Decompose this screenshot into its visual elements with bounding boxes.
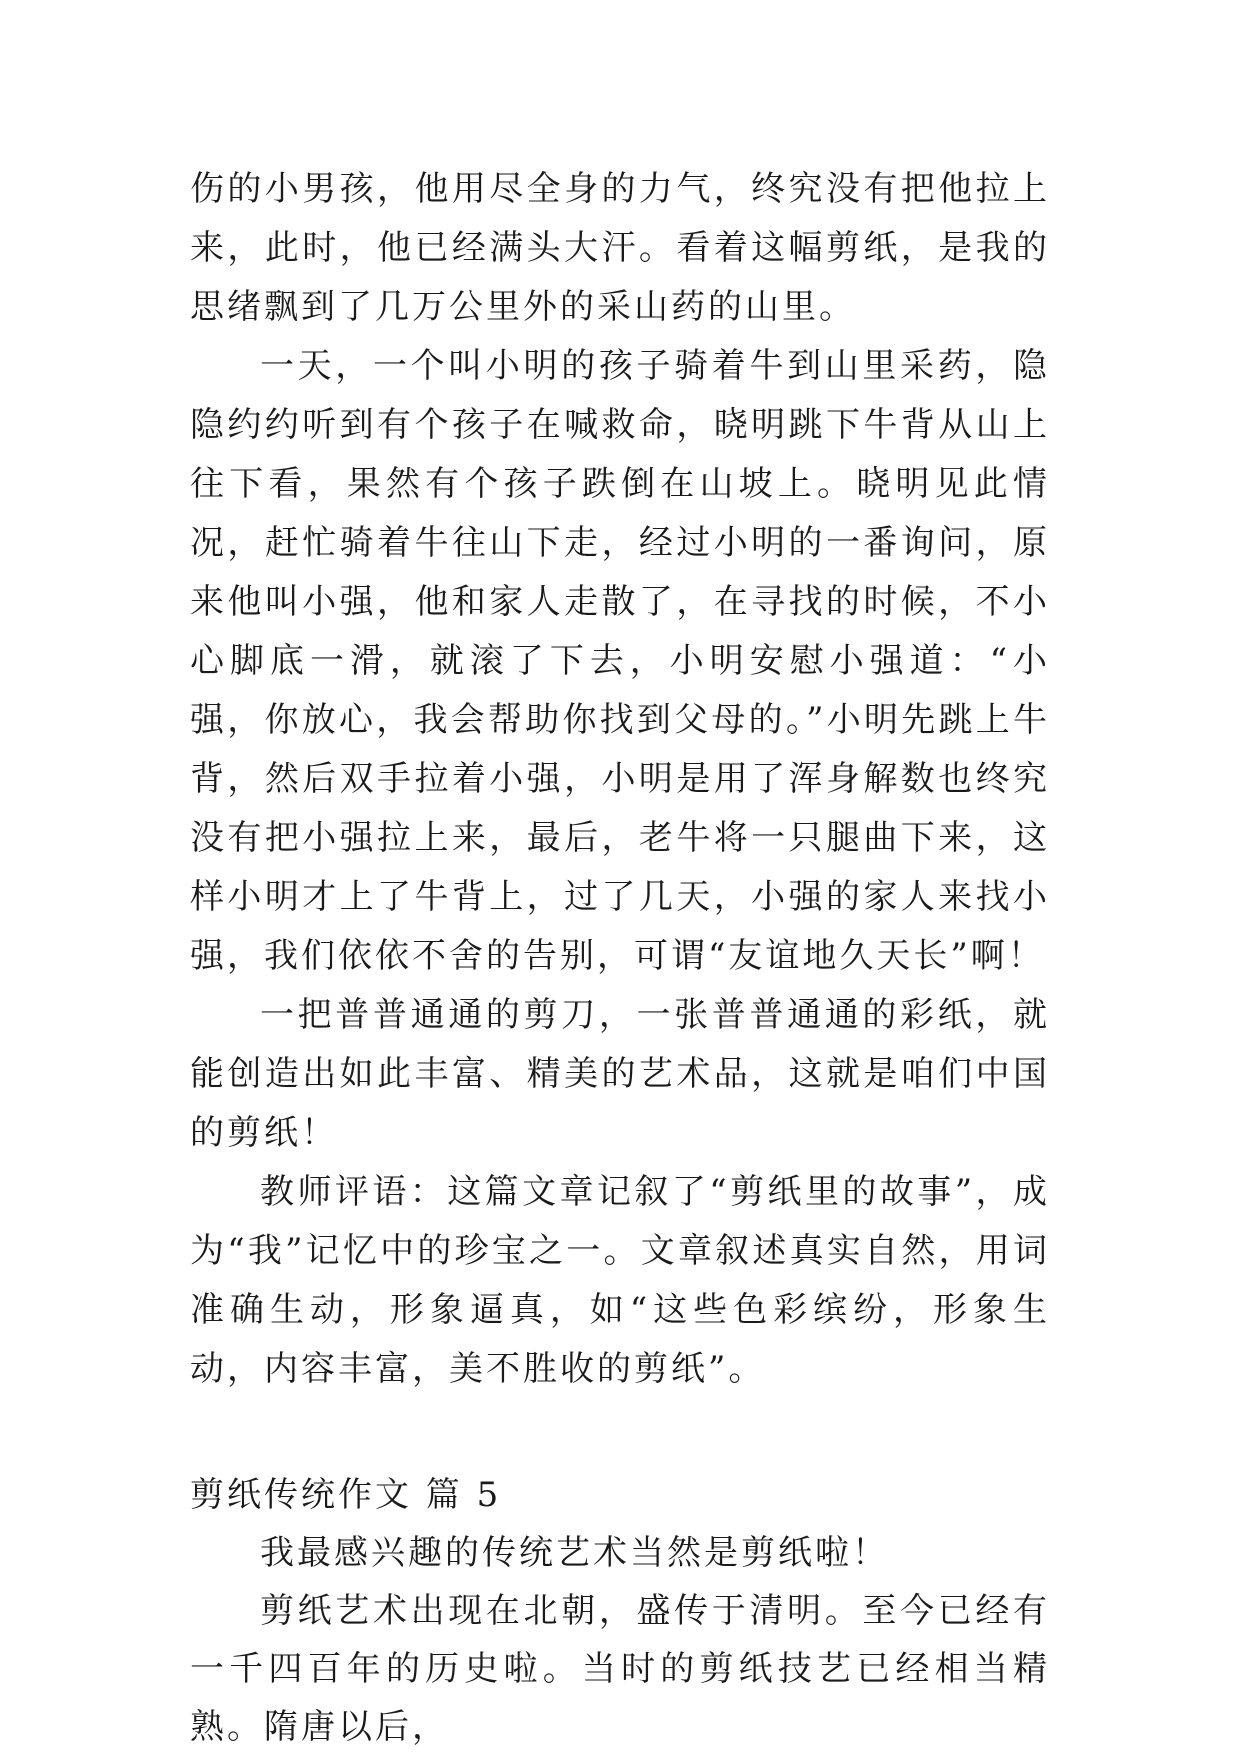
paragraph-story: 一天，一个叫小明的孩子骑着牛到山里采药，隐隐约约听到有个孩子在喊救命，晓明跳下牛背从山上往下看，果然有个孩子跌倒在山坡上。晓明见此情况，赶忙骑着牛往山下走，经过小明的一番询问，原来他叫小强，他和家人走散了，在寻找的时候，不小心脚底一滑，就滚了下去，小明安慰小强道：“小强，你放心，我会帮助你找到父母的。”小明先跳上牛背，然后双手拉着小强，小明是用了浑身解数也终究没有把小强拉上来，最后，老牛将一只腿曲下来，这样小明才上了牛背上，过了几天，小强的家人来找小强，我们依依不舍的告别，可谓“友谊地久天长”啊！	[190, 346, 1050, 976]
section-spacer	[190, 1399, 1050, 1466]
paragraph-history: 剪纸艺术出现在北朝，盛传于清明。至今已经有一千四百年的历史啦。当时的剪纸技艺已经相当精熟。隋唐以后，	[190, 1591, 1050, 1747]
paragraph-intro: 我最感兴趣的传统艺术当然是剪纸啦！	[260, 1533, 889, 1573]
paragraph-teacher-comment: 教师评语：这篇文章记叙了“剪纸里的故事”，成为“我”记忆中的珍宝之一。文章叙述真实自然，用词准确生动，形象逼真，如“这些色彩缤纷，形象生动，内容丰富，美不胜收的剪纸”。	[190, 1172, 1050, 1389]
paragraph-conclusion: 一把普普通通的剪刀，一张普普通通的彩纸，就能创造出如此丰富、精美的艺术品，这就是咱们中国的剪纸！	[190, 995, 1050, 1153]
paragraph-continued: 伤的小男孩，他用尽全身的力气，终究没有把他拉上来，此时，他已经满头大汗。看着这幅剪纸，是我的思绪飘到了几万公里外的采山药的山里。	[190, 169, 1050, 327]
section-heading: 剪纸传统作文 篇 5	[190, 1475, 502, 1515]
document-body	[190, 160, 1050, 1756]
